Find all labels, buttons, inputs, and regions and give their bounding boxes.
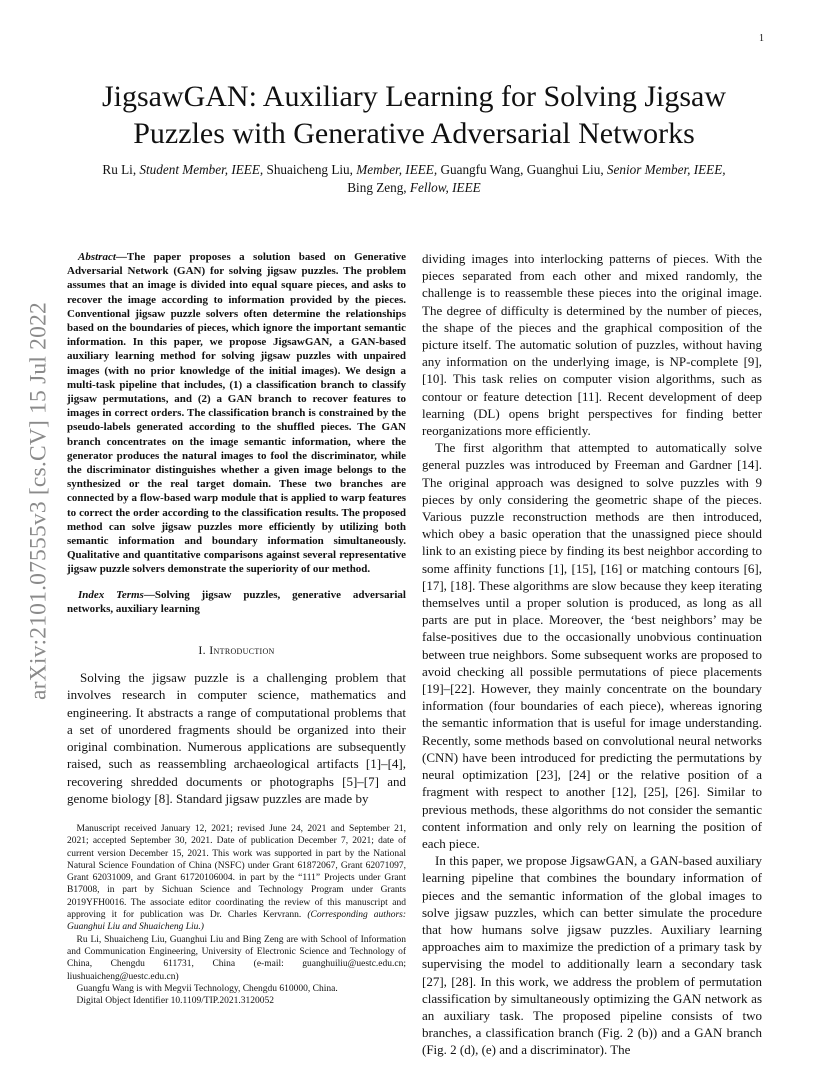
index-terms [67,588,406,616]
intro-paragraph-3: In this paper, we propose JigsawGAN, a GAN-based auxiliary learning pipeline that combines the boundary information of pieces and the semantic information of the global images to solve jigsaw puzzles, which can better simulate the procedure that how humans solve jigsaw puzzles. Auxiliary learning approaches aim to maximize the prediction of a primary task by supervising the model to additionally learn a secondary task [27], [28]. In this work, we address the problem of permutation classification by simultaneously optimizing the GAN network as an auxiliary task. The proposed pipeline consists of two branches, a classification branch (Fig. 2 (b)) and a GAN branch (Fig. 2 (d), (e) and a discriminator). The [422,853,762,1058]
arxiv-stamp-text: arXiv:2101.07555v3 [cs.CV] 15 Jul 2022 [25,302,52,700]
author-2-role: Member, IEEE, [356,162,438,177]
left-column [67,250,406,807]
abstract [67,250,406,577]
title-line-1: JigsawGAN: Auxiliary Learning for Solving Jigsaw [101,80,727,113]
footnote-doi: Digital Object Identifier 10.1109/TIP.2021.3120052 [76,996,275,1007]
section-title: Introduction [209,643,275,658]
footnote-manuscript-text: Manuscript received January 12, 2021; revised June 24, 2021 and September 21, 2021; accepted September 30, 2021. Date of publication December 7, 2021; date of current version December 15, 2021. This work was supported in part by the National Natural Science Foundation of China (NSFC) under Grant 61872067, Grant 62071097, Grant 62031009, and Grant 61720106004. in part by the “111” Projects under Grant B17008, in part by Sichuan Science and Technology Program under Grants 2019YFH0016. The associate editor coordinating the review of this manuscript and approving it for publication was Dr. Charles Kervrann. [67,824,406,921]
intro-paragraph-continued: dividing images into interlocking patterns of pieces. With the pieces separated from each other and mixed randomly, the challenge is to reassemble these pieces into the original image. The degree of difficulty is determined by the number of pieces, the shape of the pieces and the graphical composition of the picture itself. The automatic solution of puzzles, without having any information on the underlying image, is NP-complete [9], [10]. This task relies on computer vision algorithms, such as contour or feature detection [11]. Recent development of deep learning (DL) opens bright perspectives for finding better reorganizations more efficiently. [422,251,762,439]
intro-paragraph-1: Solving the jigsaw puzzle is a challenging problem that involves research in computer science, mathematics and engineering. It abstracts a range of computational problems that a set of unordered fragments should be organized into their original combination. Numerous applications are subsequently raised, such as reassembling archaeological artifacts [1]–[4], recovering shredded documents or photographs [5]–[7] and genome biology [8]. Standard jigsaw puzzles are made by [67,670,406,806]
index-terms-text: —Solving jigsaw puzzles, generative adversarial networks, auxiliary learning [67,588,406,615]
right-column [422,250,762,1059]
abstract-text: —The paper proposes a solution based on Generative Adversarial Network (GAN) for solving jigsaw puzzles. The problem assumes that an image is divided into equal square pieces, and asks to recover the image according to information provided by the pieces. Conventional jigsaw puzzle solvers often determine the relationships based on the boundaries of pieces, which ignore the important semantic information. In this paper, we propose JigsawGAN, a GAN-based auxiliary learning method for solving jigsaw puzzles with unpaired images (with no prior knowledge of the initial images). We design a multi-task pipeline that includes, (1) a classification branch to classify jigsaw permutations, and (2) a GAN branch to recover features to images in correct orders. The classification branch is constrained by the pseudo-labels generated according to the shuffled pieces. The GAN branch concentrates on the image semantic information, where the generator produces the natural images to fool the discriminator, while the discriminator distinguishes whether a given image belongs to the synthesized or the real target domain. These two branches are connected by a flow-based warp module that is applied to warp features to correct the order according to the classification results. The proposed method can solve jigsaw puzzles more efficiently by utilizing both semantic information and boundary information simultaneously. Qualitative and quantitative comparisons against several representative jigsaw puzzle solvers demonstrate the superiority of our method. [67,251,406,576]
author-4-role: Fellow, IEEE [409,180,481,195]
footnote-block [67,823,406,1007]
author-3-role: Senior Member, IEEE, [606,162,726,177]
footnote-affiliation-2: Guangfu Wang is with Megvii Technology, Chengdu 610000, China. [76,983,338,994]
footnote-corresponding: (Corresponding authors: Guanghui Liu and Shuaicheng Liu.) [67,910,407,933]
paper-title [40,78,788,152]
intro-paragraph-2: The first algorithm that attempted to automatically solve general puzzles was introduced by Freeman and Gardner [14]. The original approach was designed to solve puzzles with 9 pieces by only considering the geometric shape of the pieces. Various puzzle reconstruction methods are then introduced, which obey a basic operation that the unassigned piece should link to an existing piece by finding its best neighbor according to some affinity functions [1], [15], [16] or matching contours [6], [17], [18]. These algorithms are slow because they keep iterating themselves until a proper solution is produced, as long as all parts are put in place. Moreover, the ‘best neighbors’ may be false-positives due to the occasionally unobvious continuation between true neighbors. Some subsequent works are proposed to avoid checking all possible permutations of piece placements [19]–[22]. However, they mainly concentrate on the boundary information (four boundaries of each piece), whereas ignoring the semantic information that is useful for image understanding. Recently, some methods based on convolutional neural networks (CNN) have been introduced for predicting the permutations by neural optimization [23], [24] or the relative position of a fragment with respect to another [12], [25], [26]. Similar to previous methods, these algorithms do not consider the semantic content information and only rely on learning the position of each piece. [422,440,762,851]
author-list [90,161,738,197]
index-terms-label: Index Terms [78,588,144,601]
author-1: Ru Li, [102,162,137,177]
section-heading-introduction [67,642,406,659]
section-number: I. [198,643,210,658]
author-1-role: Student Member, IEEE, [139,162,264,177]
arxiv-stamp [22,262,56,740]
author-3: Guangfu Wang, Guanghui Liu, [440,162,604,177]
footnote-manuscript [67,823,406,934]
author-2: Shuaicheng Liu, [266,162,353,177]
footnote-affiliation-1: Ru Li, Shuaicheng Liu, Guanghui Liu and Bing Zeng are with School of Information and Communication Engineering, University of Electronic Science and Technology of China, Chengdu 611731, China (e-mail: guanghuiliu@uestc.edu.cn; liushuaicheng@uestc.edu.cn) [67,934,406,982]
page-number: 1 [759,33,764,44]
author-4: Bing Zeng, [347,180,407,195]
title-line-2: Puzzles with Generative Adversarial Networks [133,117,695,150]
abstract-label: Abstract [78,251,116,263]
